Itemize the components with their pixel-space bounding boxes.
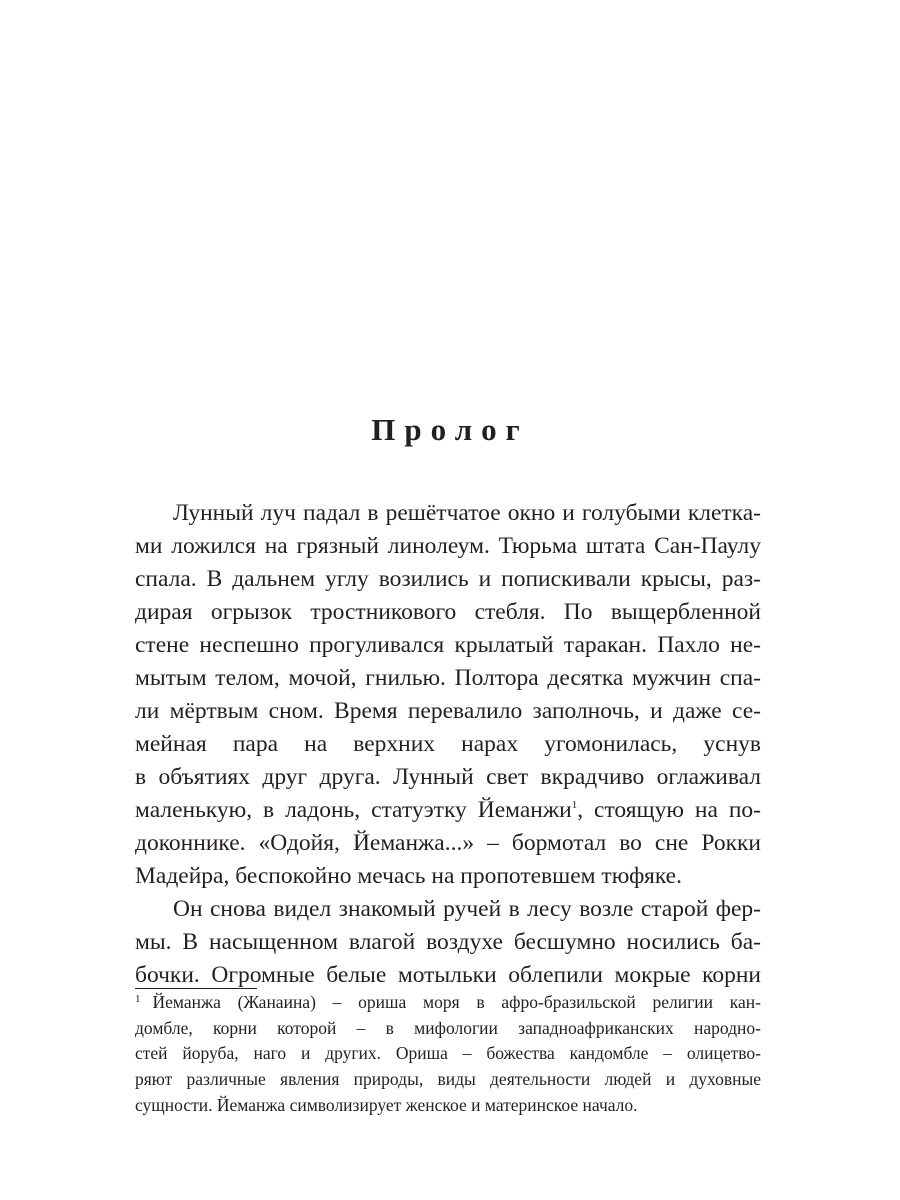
footnote-line: ряют различные явления природы, виды деятельности людей и духовные: [135, 1069, 761, 1090]
footnote-line-text: Йеманжа (Жанаина) – ориша моря в афро-бразильской религии кан-: [152, 992, 761, 1012]
body-line: ми ложился на грязный линолеум. Тюрьма штата Сан-Паулу: [135, 533, 761, 559]
body-line: доконнике. «Одойя, Йеманжа...» – бормотал во сне Рокки: [135, 830, 761, 856]
body-line: в объятиях друг друга. Лунный свет вкрадчиво оглаживал: [135, 764, 761, 790]
footnote-marker: 1: [135, 993, 141, 1005]
body-text: [135, 497, 761, 992]
body-line: Лунный луч падал в решётчатое окно и голубыми клетка-: [173, 500, 761, 526]
footnote-line: домбле, корни которой – в мифологии западноафриканских народно-: [135, 1017, 761, 1038]
body-line: дирая огрызок тростникового стебля. По выщербленной: [135, 599, 761, 625]
body-line-with-footnote-ref: [135, 794, 761, 827]
footnote-line: сущности. Йеманжа символизирует женское и материнское начало.: [135, 1094, 638, 1115]
body-line: ли мёртвым сном. Время перевалило заполночь, и даже се-: [135, 698, 761, 724]
chapter-title: Пролог: [371, 412, 529, 447]
footnote-line: [135, 990, 761, 1016]
body-line: мытым телом, мочой, гнилью. Полтора десятка мужчин спа-: [135, 665, 761, 691]
body-line-segment: маленькую, в ладонь, статуэтку Йеманжи: [135, 797, 572, 823]
body-line: мейная пара на верхних нарах угомонилась, уснув: [135, 731, 761, 757]
footnote-line: стей йоруба, наго и других. Ориша – божества кандомбле – олицетво-: [135, 1043, 761, 1064]
body-line: спала. В дальнем углу возились и попискивали крысы, раз-: [135, 566, 761, 592]
body-line: Он снова видел знакомый ручей в лесу возле старой фер-: [173, 896, 761, 922]
body-line-segment: , стоящую на по-: [577, 797, 762, 823]
footnote: [135, 990, 761, 1118]
footnote-divider: [135, 988, 257, 989]
body-line: мы. В насыщенном влагой воздухе бесшумно носились ба-: [135, 929, 761, 955]
body-line: Мадейра, беспокойно мечась на пропотевшем тюфяке.: [135, 863, 682, 889]
body-line: бочки. Огромные белые мотыльки облепили мокрые корни: [135, 962, 761, 988]
footnote-reference[interactable]: 1: [571, 799, 578, 811]
body-line: стене неспешно прогуливался крылатый таракан. Пахло не-: [135, 632, 761, 658]
